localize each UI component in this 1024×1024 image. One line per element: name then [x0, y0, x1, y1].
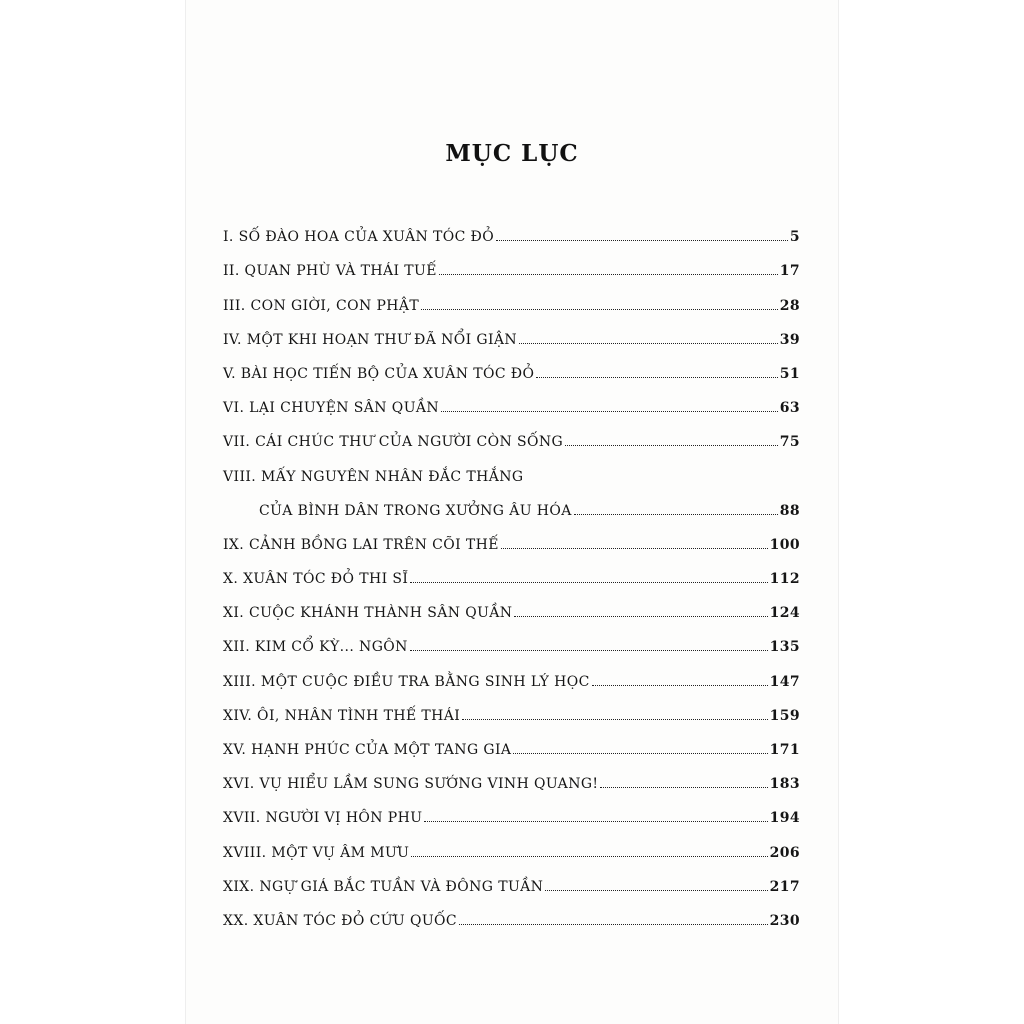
dot-leader	[513, 752, 767, 754]
toc-entry-title: III. CON GIỜI, CON PHẬT	[223, 297, 420, 314]
dot-leader	[592, 684, 768, 686]
toc-entry-title: XX. XUÂN TÓC ĐỎ CỨU QUỐC	[223, 912, 458, 929]
toc-page-number: 159	[769, 707, 800, 724]
toc-entry	[223, 896, 800, 930]
page-title: MỤC LỤC	[445, 140, 579, 167]
toc-page-number: 171	[769, 742, 800, 758]
dot-leader	[514, 615, 767, 617]
book-page	[186, 0, 838, 1024]
toc-entry	[223, 349, 800, 383]
dot-leader	[565, 444, 778, 446]
toc-entry-title: I. SỐ ĐÀO HOA CỦA XUÂN TÓC ĐỎ	[223, 229, 495, 246]
toc-page-number: 75	[779, 434, 800, 451]
toc-entry-continuation	[223, 486, 800, 520]
toc-entry	[223, 588, 800, 622]
toc-page-number: 135	[769, 639, 800, 656]
toc-page-number: 28	[779, 297, 800, 314]
toc-entry	[223, 451, 800, 485]
toc-entry-title: IV. MỘT KHI HOẠN THƯ ĐÃ NỔI GIẬN	[223, 331, 518, 348]
dot-leader	[519, 342, 778, 344]
dot-leader	[410, 649, 768, 651]
toc-entry-title: IX. CẢNH BỒNG LAI TRÊN CÕI THẾ	[223, 536, 499, 553]
dot-leader	[421, 308, 778, 310]
toc-page-number: 88	[779, 502, 800, 519]
toc-page-number: 17	[779, 263, 800, 280]
dot-leader	[501, 547, 768, 549]
dot-leader	[545, 889, 767, 891]
toc-entry	[223, 280, 800, 314]
toc-entry-title: VI. LẠI CHUYỆN SÂN QUẦN	[223, 400, 440, 417]
toc-entry	[223, 827, 800, 861]
toc-page-number: 147	[769, 673, 800, 690]
toc-entry-title: XIX. NGỰ GIÁ BẮC TUẦN VÀ ĐÔNG TUẦN	[223, 878, 544, 895]
toc-entry	[223, 862, 800, 896]
toc-entry-title: XVII. NGƯỜI VỊ HÔN PHU	[223, 810, 423, 827]
toc-entry-title: XIII. MỘT CUỘC ĐIỀU TRA BẰNG SINH LÝ HỌC	[223, 673, 590, 690]
toc-entry-title: X. XUÂN TÓC ĐỎ THI SĨ	[223, 571, 409, 588]
dot-leader	[574, 513, 778, 515]
toc-entry	[223, 212, 800, 246]
dot-leader	[439, 273, 778, 275]
dot-leader	[600, 786, 767, 788]
toc-entry-title: XVIII. MỘT VỤ ÂM MƯU	[223, 844, 410, 861]
toc-entry	[223, 691, 800, 725]
toc-page-number: 183	[769, 776, 800, 793]
toc-page-number: 39	[779, 331, 800, 348]
toc-entry	[223, 315, 800, 349]
toc-page-number: 100	[769, 536, 800, 553]
toc-entry	[223, 417, 800, 451]
toc-entry	[223, 246, 800, 280]
dot-leader	[536, 376, 777, 378]
toc-entry-title: VII. CÁI CHÚC THƯ CỦA NGƯỜI CÒN SỐNG	[223, 434, 564, 451]
dot-leader	[410, 581, 767, 583]
toc-page-number: 112	[769, 571, 800, 588]
toc-entry	[223, 793, 800, 827]
toc-entry	[223, 554, 800, 588]
toc-entry-title: XV. HẠNH PHÚC CỦA MỘT TANG GIA	[223, 742, 512, 758]
dot-leader	[459, 923, 768, 925]
dot-leader	[424, 820, 767, 822]
dot-leader	[462, 718, 767, 720]
table-of-contents	[223, 212, 800, 930]
toc-page-number: 206	[769, 844, 800, 861]
toc-entry-title: XVI. VỤ HIỂU LẦM SUNG SƯỚNG VINH QUANG!	[223, 776, 599, 793]
dot-leader	[441, 410, 778, 412]
toc-entry-title: II. QUAN PHÙ VÀ THÁI TUẾ	[223, 263, 437, 280]
toc-page-number: 194	[769, 810, 800, 827]
toc-entry-title: XII. KIM CỔ KỲ... NGÔN	[223, 639, 408, 656]
toc-entry-title: CỦA BÌNH DÂN TRONG XƯỞNG ÂU HÓA	[259, 502, 572, 519]
toc-page-number: 63	[779, 400, 800, 417]
toc-page-number: 51	[779, 365, 800, 382]
toc-entry	[223, 656, 800, 690]
toc-page-number: 217	[769, 878, 800, 895]
toc-entry	[223, 622, 800, 656]
toc-entry-title: XIV. ÔI, NHÂN TÌNH THẾ THÁI	[223, 707, 461, 724]
toc-page-number: 230	[769, 912, 800, 929]
toc-entry-title: XI. CUỘC KHÁNH THÀNH SÂN QUẦN	[223, 605, 513, 622]
toc-entry	[223, 383, 800, 417]
toc-entry	[223, 520, 800, 554]
toc-page-number: 5	[789, 229, 800, 246]
toc-entry-title: V. BÀI HỌC TIẾN BỘ CỦA XUÂN TÓC ĐỎ	[223, 365, 535, 382]
toc-page-number: 124	[769, 605, 800, 622]
toc-entry-title: VIII. MẤY NGUYÊN NHÂN ĐẮC THẮNG	[223, 468, 524, 485]
dot-leader	[411, 855, 767, 857]
toc-entry	[223, 759, 800, 793]
dot-leader	[496, 239, 788, 241]
toc-entry	[223, 725, 800, 759]
